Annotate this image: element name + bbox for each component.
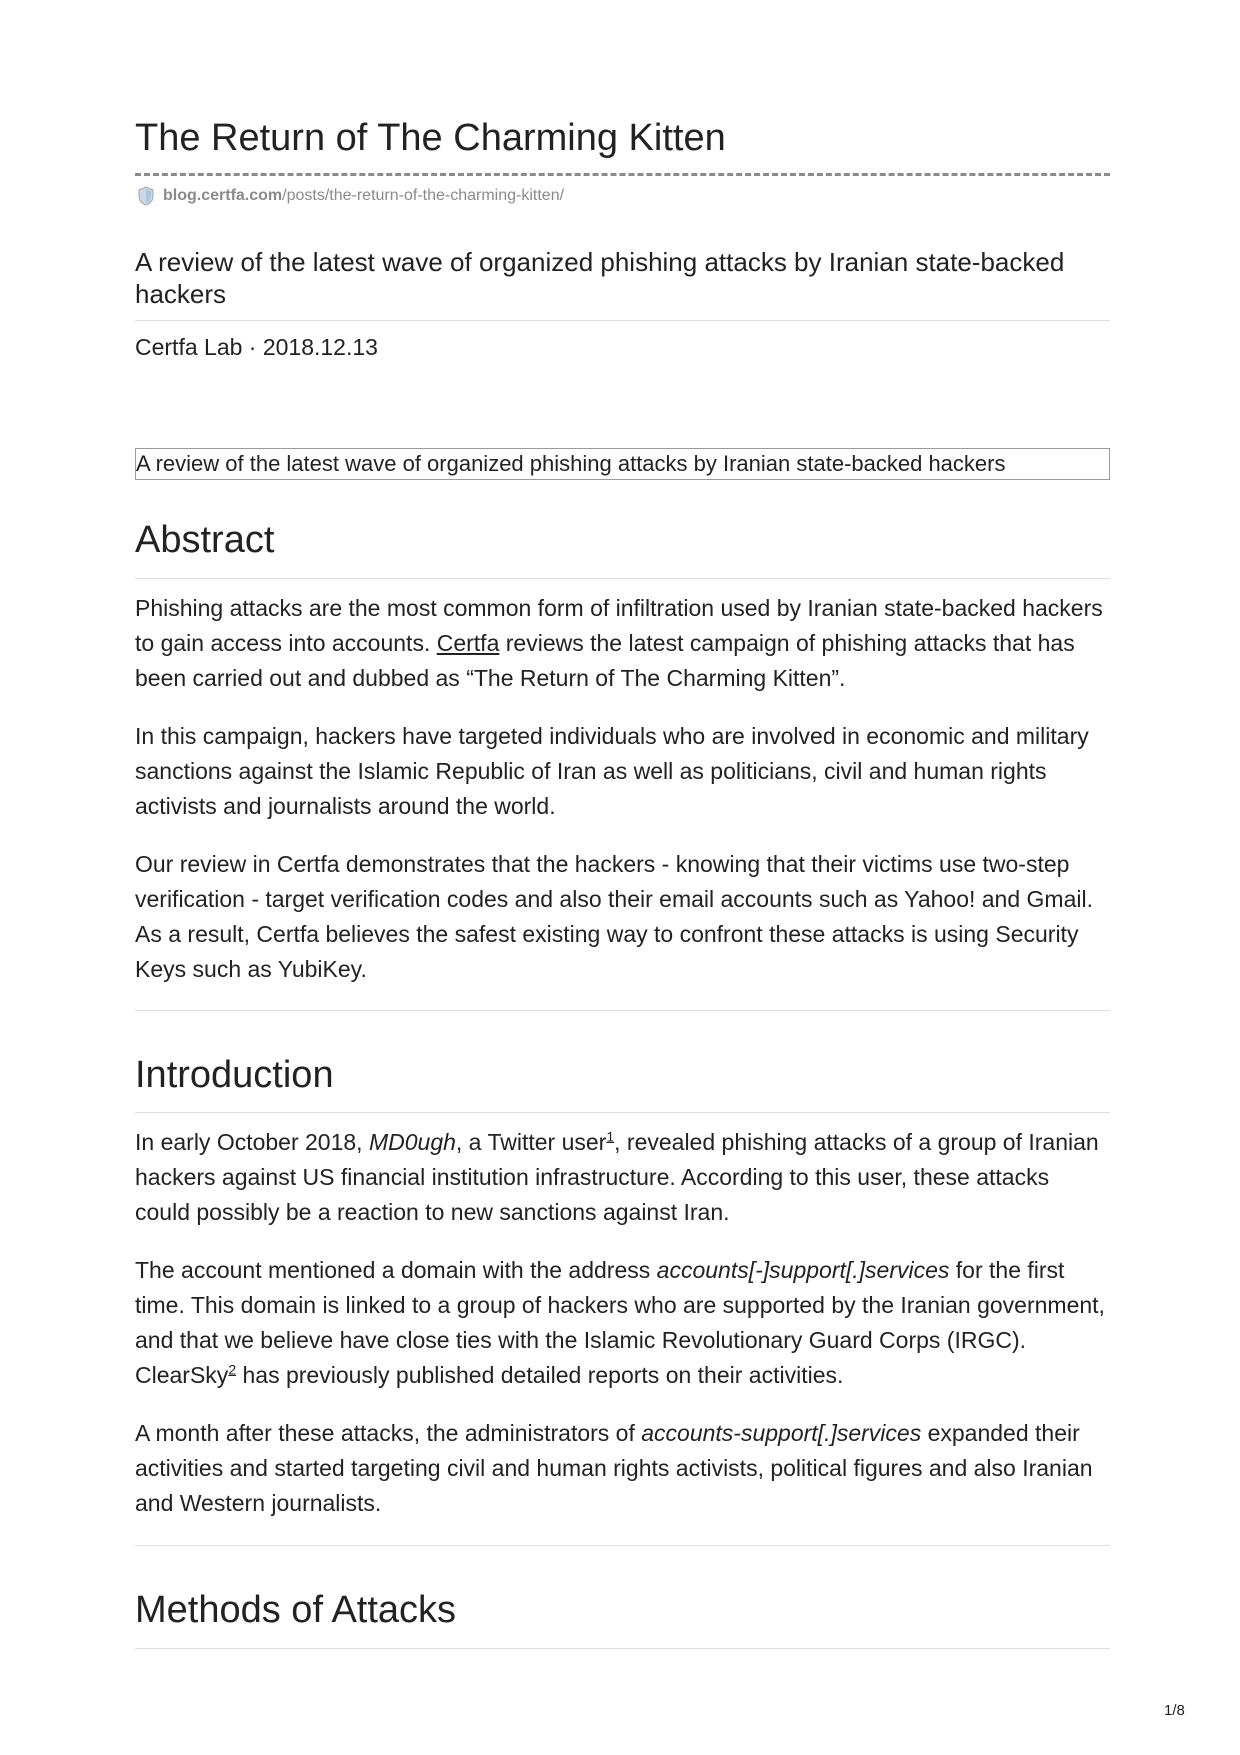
footnote-ref-1[interactable]: 1 [606,1128,615,1145]
document-title: The Return of The Charming Kitten [135,117,726,159]
introduction-paragraph-2 [135,1253,1110,1393]
introduction-heading-divider [135,1112,1110,1113]
introduction-paragraph-1 [135,1125,1110,1230]
abstract-p1-text-b: reviews the latest campaign of phishing attacks that has been carried out and dubbed as “The Return of The Charming Kitten”. [135,630,1075,691]
intro-p1-text-a: In early October 2018, [135,1129,369,1155]
byline: Certfa Lab · 2018.12.13 [135,334,378,360]
abstract-end-divider [135,1010,1110,1011]
abstract-paragraph-2: In this campaign, hackers have targeted individuals who are involved in economic and military sanctions against the Islamic Republic of Iran as well as politicians, civil and human rights activists and journalists around the world. [135,723,1089,819]
certfa-link[interactable]: Certfa [436,630,500,656]
source-host: blog.certfa.com [163,187,283,204]
methods-heading: Methods of Attacks [135,1589,457,1631]
page-number: 1/8 [1164,1702,1185,1719]
introduction-paragraph-3 [135,1416,1110,1521]
intro-p2-text-a: The account mentioned a domain with the address [135,1257,657,1283]
shield-icon [137,186,155,206]
title-dashed-divider [135,173,1110,176]
footnote-ref-2[interactable]: 2 [228,1361,237,1378]
introduction-end-divider [135,1545,1110,1546]
intro-p2-text-b: for the first time. This domain is linked to a group of hackers who are supported by the Iranian government, and that we believe have close ties with the Islamic Revolutionary Guard Corps (IRGC). ClearSky [135,1257,1105,1388]
source-path: /posts/the-return-of-the-charming-kitten/ [282,187,565,204]
intro-p1-text-c: , revealed phishing attacks of a group of Iranian hackers against US financial institution infrastructure. According to this user, these attacks could possibly be a reaction to new sanctions against Iran. [135,1129,1099,1225]
introduction-heading: Introduction [135,1054,334,1096]
domain-name: accounts[-]support[.]services [656,1257,950,1283]
abstract-paragraph-3: Our review in Certfa demonstrates that the hackers - knowing that their victims use two-step verification - target verification codes and also their email accounts such as Yahoo! and Gmail. As a result, Certfa believes the safest existing way to confront these attacks is using Security Keys such as YubiKey. [135,851,1093,982]
subtitle-divider [135,320,1110,321]
source-url[interactable] [137,186,564,206]
image-caption-box: A review of the latest wave of organized phishing attacks by Iranian state-backed hackers [135,448,1110,480]
methods-heading-divider [135,1648,1110,1649]
abstract-p1-text-a: Phishing attacks are the most common form of infiltration used by Iranian state-backed hackers to gain access into accounts. [135,595,1103,656]
intro-p3-text-a: A month after these attacks, the administrators of [135,1420,642,1446]
article-subtitle: A review of the latest wave of organized phishing attacks by Iranian state-backed hackers [135,247,1065,309]
abstract-paragraph-1 [135,591,1110,696]
intro-p2-text-c: has previously published detailed reports on their activities. [236,1362,844,1388]
intro-p1-text-b: , a Twitter user [455,1129,607,1155]
domain-name-2: accounts-support[.]services [641,1420,922,1446]
abstract-heading: Abstract [135,519,275,561]
intro-p3-text-b: expanded their activities and started targeting civil and human rights activists, political figures and also Iranian and Western journalists. [135,1420,1093,1516]
abstract-heading-divider [135,578,1110,579]
twitter-handle: MD0ugh [368,1129,456,1155]
